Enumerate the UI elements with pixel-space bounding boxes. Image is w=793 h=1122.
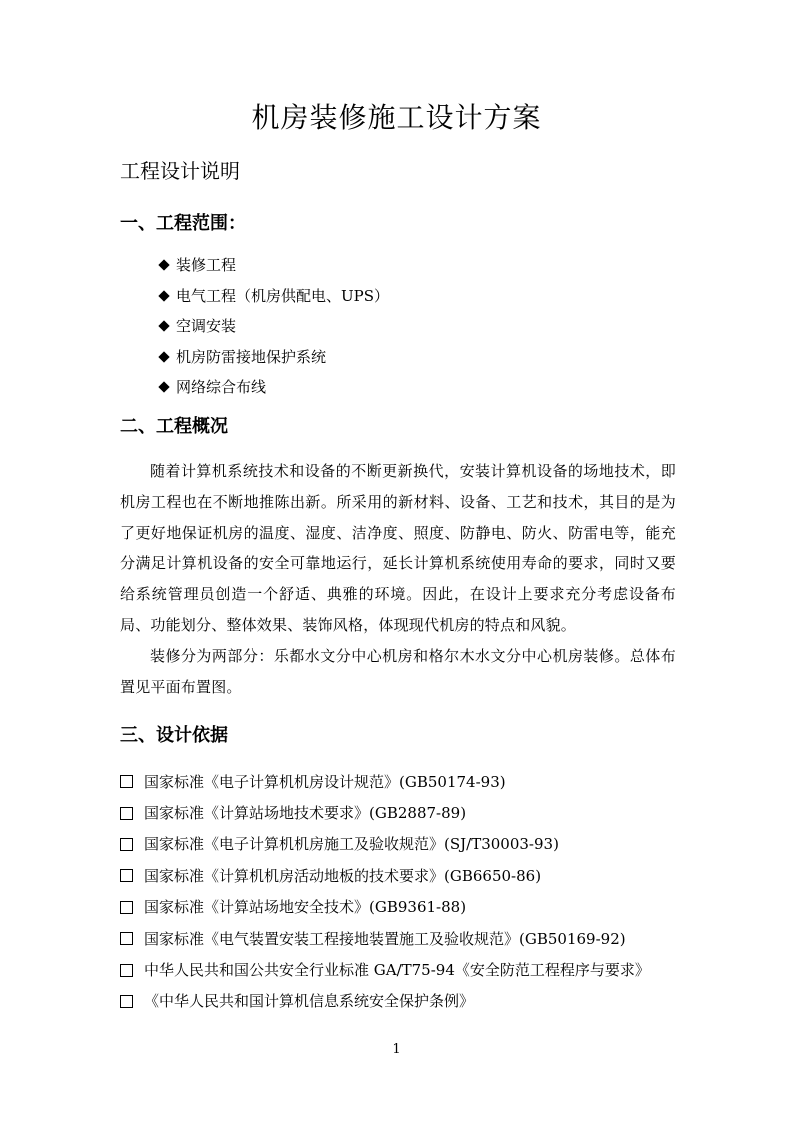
document-subtitle: 工程设计说明 xyxy=(120,159,240,183)
checkbox-icon xyxy=(120,807,133,820)
page-title: 机房装修施工设计方案 xyxy=(251,101,542,134)
checkbox-icon xyxy=(120,964,133,977)
list-item: 装修工程 xyxy=(157,250,389,281)
checkbox-icon xyxy=(120,901,133,914)
list-item: 网络综合布线 xyxy=(157,372,389,403)
list-item: 国家标准《计算站场地技术要求》(GB2887-89) xyxy=(120,797,650,828)
list-item: 电气工程（机房供配电、UPS） xyxy=(157,281,389,312)
checkbox-icon xyxy=(120,869,133,882)
diamond-bullet-icon xyxy=(158,351,169,362)
list-item: 国家标准《电子计算机机房设计规范》(GB50174-93) xyxy=(120,766,650,797)
diamond-bullet-icon xyxy=(158,382,169,393)
list-item: 国家标准《电子计算机机房施工及验收规范》(SJ/T30003-93) xyxy=(120,829,650,860)
section-heading-overview: 二、工程概况 xyxy=(120,416,228,437)
list-item: 国家标准《计算站场地安全技术》(GB9361-88) xyxy=(120,892,650,923)
list-item: 空调安装 xyxy=(157,311,389,342)
list-item: 《中华人民共和国计算机信息系统安全保护条例》 xyxy=(120,986,650,1017)
checkbox-icon xyxy=(120,995,133,1008)
overview-paragraph: 随着计算机系统技术和设备的不断更新换代，安装计算机设备的场地技术，即机房工程也在不断地推陈出新。所采用的新材料、设备、工艺和技术，其目的是为了更好地保证机房的温度、湿度、洁净度、照度、防静电、防火、防雷电等，能充分满足计算机设备的安全可靠地运行，延长计算机系统使用寿命的要求，同时又要给系统管理员创造一个舒适、典雅的环境。因此，在设计上要求充分考虑设备布局、功能划分、整体效果、装饰风格，体现现代机房的特点和风貌。 xyxy=(120,462,676,634)
section-heading-basis: 三、设计依据 xyxy=(120,725,228,746)
list-item: 中华人民共和国公共安全行业标准 GA/T75-94《安全防范工程程序与要求》 xyxy=(120,954,650,985)
page-number: 1 xyxy=(392,1042,401,1057)
overview-paragraph: 装修分为两部分：乐都水文分中心机房和格尔木水文分中心机房装修。总体布置见平面布置图。 xyxy=(120,647,676,696)
list-item: 国家标准《电气装置安装工程接地装置施工及验收规范》(GB50169-92) xyxy=(120,923,650,954)
checkbox-icon xyxy=(120,838,133,851)
diamond-bullet-icon xyxy=(158,321,169,332)
list-item: 国家标准《计算机机房活动地板的技术要求》(GB6650-86) xyxy=(120,860,650,891)
scope-list xyxy=(157,250,389,403)
diamond-bullet-icon xyxy=(158,260,169,271)
checkbox-icon xyxy=(120,932,133,945)
standards-list xyxy=(120,766,650,1017)
checkbox-icon xyxy=(120,775,133,788)
section-heading-scope: 一、工程范围： xyxy=(120,213,246,234)
diamond-bullet-icon xyxy=(158,290,169,301)
list-item: 机房防雷接地保护系统 xyxy=(157,342,389,373)
